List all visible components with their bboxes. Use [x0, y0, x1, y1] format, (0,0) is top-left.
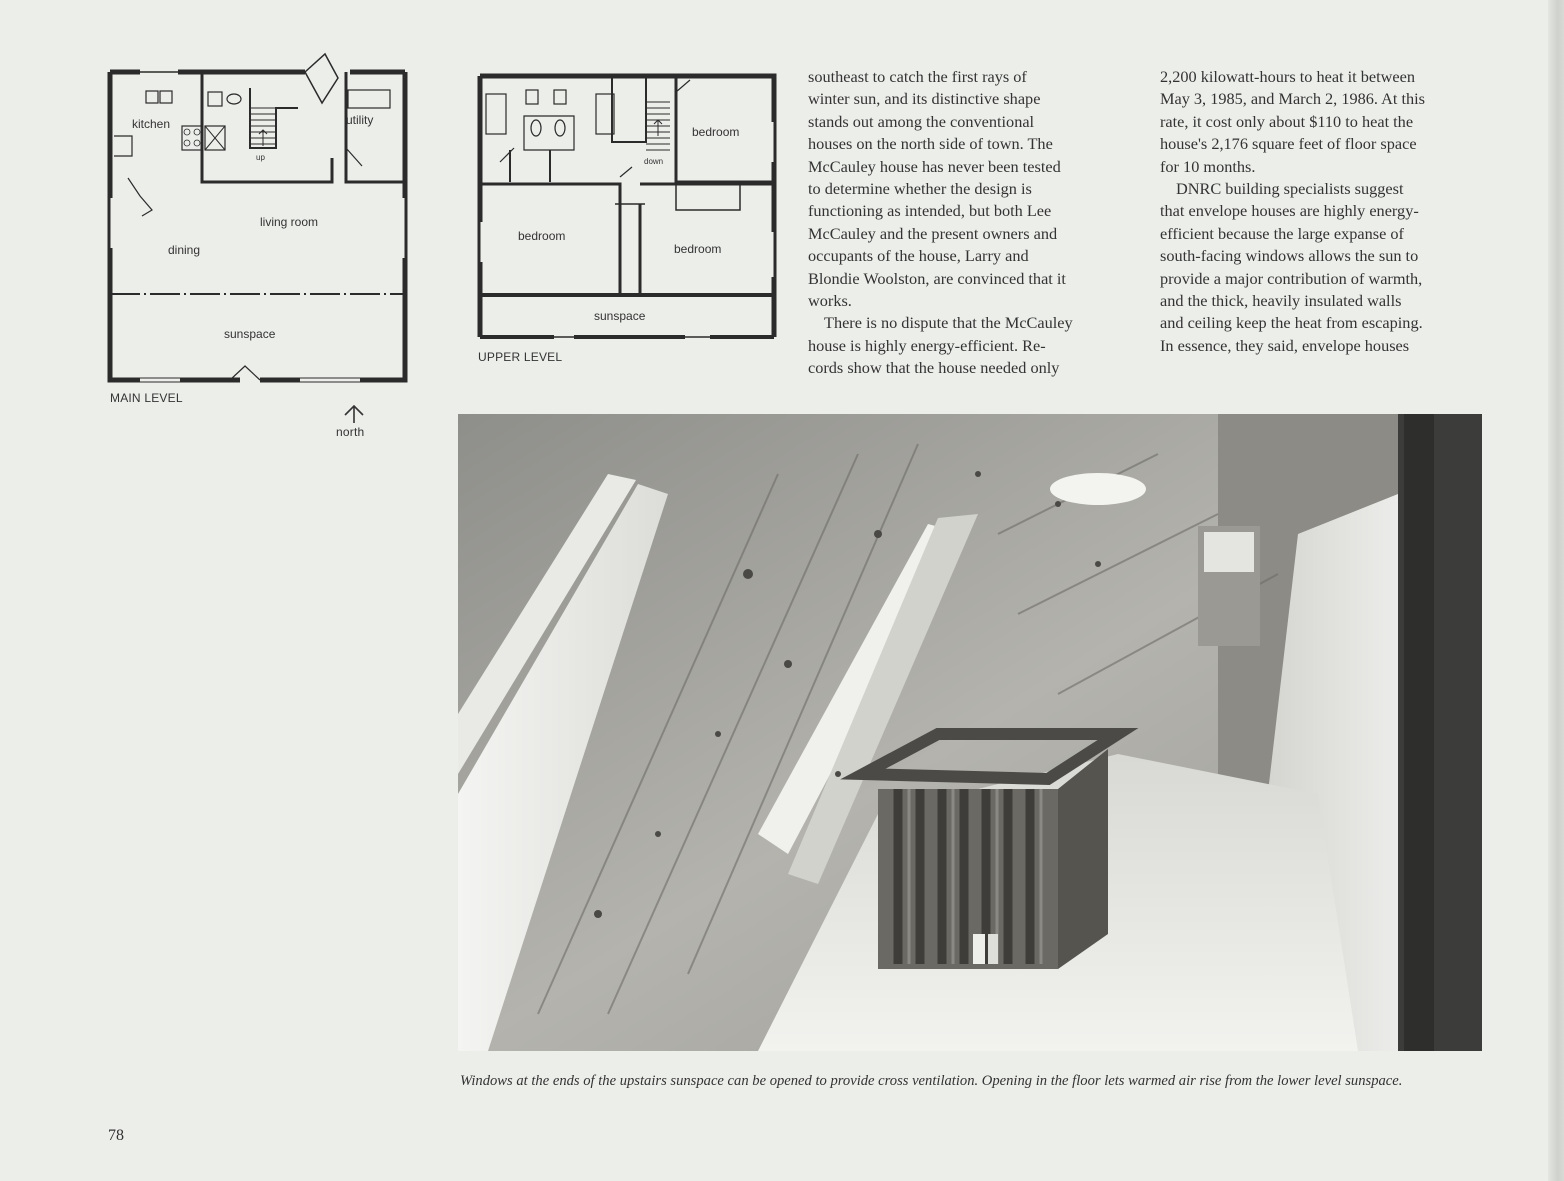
text-line: and the thick, heavily insulated walls	[1160, 291, 1402, 311]
text-line: and ceiling keep the heat from escaping.	[1160, 313, 1423, 333]
main-utility-label: utility	[346, 113, 374, 127]
north-arrow-icon	[342, 403, 366, 425]
page-edge-shadow	[1548, 0, 1564, 1181]
text-line: efficient because the large expanse of	[1160, 223, 1404, 243]
text-line: south-facing windows allows the sun to	[1160, 246, 1419, 266]
upper-sunspace-label: sunspace	[594, 309, 646, 323]
text-line: to determine whether the design is	[808, 179, 1032, 199]
text-line: 2,200 kilowatt-hours to heat it between	[1160, 67, 1416, 86]
upper-bedroom-ne-label: bedroom	[692, 125, 740, 139]
text-line: house's 2,176 square feet of floor space	[1160, 134, 1417, 154]
sunspace-photo-illustration	[458, 414, 1482, 1051]
text-line: provide a major contribution of warmth,	[1160, 268, 1423, 288]
text-line: Blondie Woolston, are convinced that it	[808, 268, 1066, 288]
text-line: There is no dispute that the McCauley	[824, 313, 1073, 333]
text-line: winter sun, and its distinctive shape	[808, 89, 1041, 109]
text-line: DNRC building specialists suggest	[1176, 179, 1404, 199]
article-column-2	[1160, 66, 1495, 357]
upper-level-floor-plan	[470, 62, 790, 352]
sunspace-photo	[458, 414, 1482, 1051]
text-line: occupants of the house, Larry and	[808, 246, 1029, 266]
main-up-label: up	[256, 153, 265, 162]
text-line: stands out among the conventional	[808, 111, 1035, 131]
main-kitchen-label: kitchen	[132, 117, 171, 131]
main-level-label: MAIN LEVEL	[110, 391, 183, 405]
upper-bedroom-e-label: bedroom	[674, 242, 722, 256]
text-line: May 3, 1985, and March 2, 1986. At this	[1160, 89, 1425, 109]
main-dining-label: dining	[168, 243, 201, 257]
north-label: north	[336, 425, 365, 439]
text-line: works.	[808, 291, 852, 311]
main-living-room-label: living room	[260, 215, 319, 229]
upper-down-label: down	[644, 157, 664, 166]
photo-caption: Windows at the ends of the upstairs sunspace can be opened to provide cross ventilation. Opening in the floor lets warmed air rise from the lower level sunspace.	[460, 1073, 1403, 1089]
text-line: for 10 months.	[1160, 156, 1256, 176]
page-number: 78	[108, 1127, 124, 1144]
text-line: rate, it cost only about $110 to heat the	[1160, 111, 1414, 131]
text-line: houses on the north side of town. The	[808, 134, 1053, 154]
text-line: McCauley house has never been tested	[808, 156, 1061, 176]
text-line: that envelope houses are highly energy-	[1160, 201, 1419, 221]
text-line: functioning as intended, but both Lee	[808, 201, 1052, 221]
main-level-floor-plan	[100, 48, 420, 398]
upper-level-label: UPPER LEVEL	[478, 350, 563, 364]
text-line: house is highly energy-efficient. Re-	[808, 335, 1046, 355]
text-line: southeast to catch the first rays of	[808, 67, 1027, 86]
main-sunspace-label: sunspace	[224, 327, 276, 341]
text-line: cords show that the house needed only	[808, 358, 1060, 378]
text-line: McCauley and the present owners and	[808, 223, 1058, 243]
article-column-1	[808, 66, 1143, 380]
upper-bedroom-w-label: bedroom	[518, 229, 566, 243]
text-line: In essence, they said, envelope houses	[1160, 335, 1410, 355]
